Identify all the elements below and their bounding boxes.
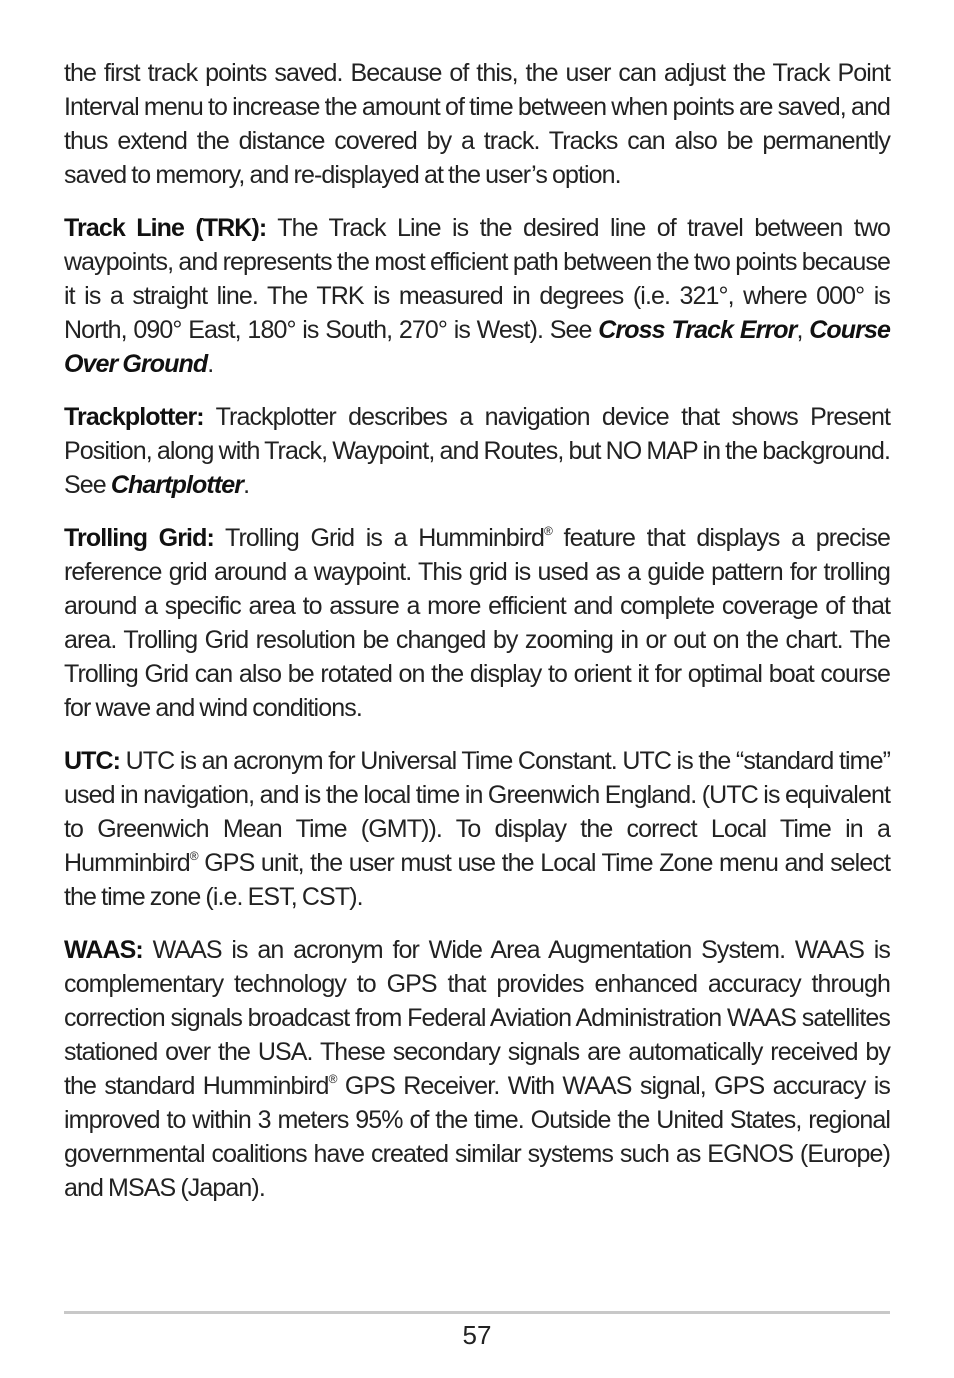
definition-text: Trackplotter describes a navigation device that shows Present Position, along with Track, Waypoint, and Routes, but NO MAP in the background. See — [64, 403, 890, 499]
definition-text: Trolling Grid is a Humminbird — [213, 524, 544, 552]
registered-mark: ® — [189, 849, 198, 863]
glossary-entry-waas — [64, 933, 890, 1205]
cross-reference-chartplotter: Chartplotter — [110, 471, 244, 499]
definition-text: The Track Line is the desired line of travel between two waypoints, and represents the most efficient path between the two points because it is a straight line. The TRK is measured in degrees (i.e. 321°, where 000° is North, 090° East, 180° is South, 270° is West). See — [64, 214, 891, 344]
term-track-line: Track Line (TRK): — [64, 214, 267, 242]
definition-text: UTC is an acronym for Universal Time Constant. UTC is the “standard time” used in navigation, and is the local time in Greenwich England. (UTC is equivalent to Greenwich Mean Time (GMT)). To display the correct Local Time in a Humminbird — [64, 747, 890, 877]
registered-mark: ® — [543, 524, 552, 538]
definition-text-continued: GPS Receiver. With WAAS signal, GPS accuracy is improved to within 3 meters 95% of the time. Outside the United States, regional governmental coalitions have created similar systems such as EGNOS (Europe) and MSAS (Japan). — [64, 1072, 890, 1202]
sentence-end: . — [207, 350, 214, 378]
intro-text: the first track points saved. Because of this, the user can adjust the Track Point Interval menu to increase the amount of time between when points are saved, and thus extend the distance covered by a track. Tracks can also be permanently saved to memory, and re-displayed at the user’s option. — [64, 59, 890, 189]
intro-paragraph — [64, 56, 890, 192]
term-trolling-grid: Trolling Grid: — [64, 524, 214, 552]
cross-reference-cross-track-error: Cross Track Error — [598, 316, 797, 344]
cross-reference-course-over-ground: Course Over Ground — [64, 316, 891, 378]
glossary-entry-trackplotter — [64, 400, 890, 502]
reference-separator: , — [796, 316, 810, 344]
definition-text-continued: GPS unit, the user must use the Local Time Zone menu and select the time zone (i.e. EST, CST). — [64, 849, 890, 911]
definition-text: WAAS is an acronym for Wide Area Augmentation System. WAAS is complementary technology to GPS that provides enhanced accuracy through correction signals broadcast from Federal Aviation Administration WAAS satellites stationed over the USA. These secondary signals are automatically received by the standard Humminbird — [64, 936, 890, 1100]
glossary-entry-utc — [64, 744, 890, 914]
term-utc: UTC: — [64, 747, 121, 775]
term-waas: WAAS: — [64, 936, 143, 964]
glossary-entry-track-line — [64, 211, 890, 381]
term-trackplotter: Trackplotter: — [64, 403, 204, 431]
definition-text-continued: feature that displays a precise reference grid around a waypoint. This grid is used as a guide pattern for trolling around a specific area to assure a more efficient and complete coverage of that area. Trolling Grid resolution be changed by zooming in or out on the chart. The Trolling Grid can also be rotated on the display to orient it for optimal boat course for wave and wind conditions. — [64, 524, 890, 722]
sentence-end: . — [243, 471, 250, 499]
page-number: 57 — [462, 1320, 492, 1350]
footer-divider — [64, 1311, 890, 1314]
registered-mark: ® — [328, 1072, 337, 1086]
glossary-entry-trolling-grid — [64, 521, 890, 725]
glossary-page-body — [64, 56, 890, 1224]
